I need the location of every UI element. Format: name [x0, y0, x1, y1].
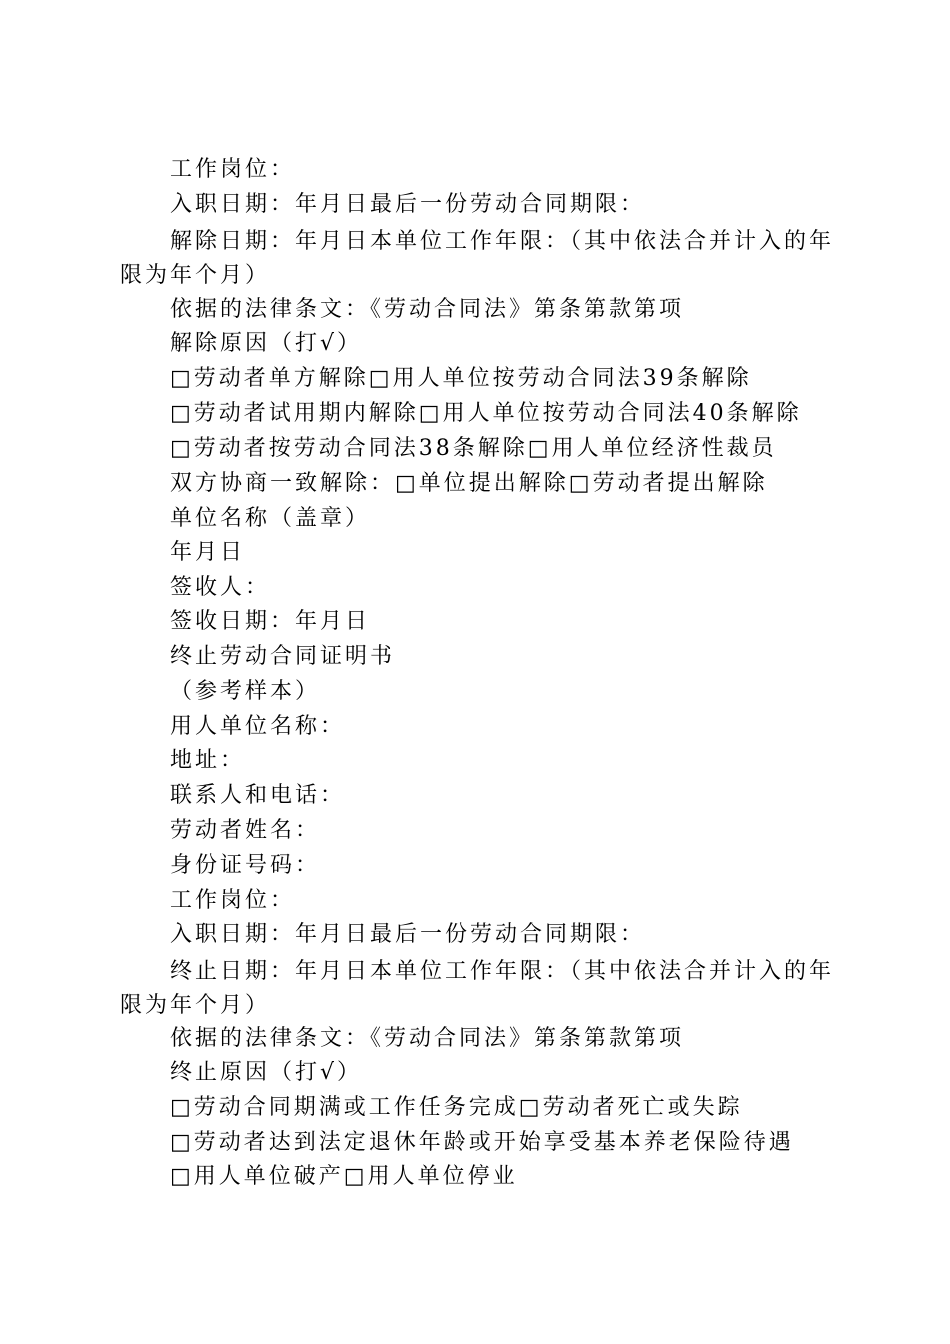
- text-line: 地址：: [170, 748, 246, 773]
- text-line: 签收日期：年月日: [170, 609, 371, 634]
- text-line: □劳动者按劳动合同法38条解除□用人单位经济性裁员: [170, 436, 777, 461]
- text-line: 解除原因（打√）: [170, 331, 363, 356]
- text-line: □劳动者试用期内解除□用人单位按劳动合同法40条解除: [170, 401, 802, 426]
- text-line: 身份证号码：: [170, 853, 321, 878]
- text-line: 工作岗位：: [170, 888, 296, 913]
- text-line: 终止日期：年月日本单位工作年限：（其中依法合并计入的年限为年个月）: [120, 959, 835, 1018]
- text-line: 年月日: [170, 540, 246, 565]
- document-subtitle: （参考样本）: [170, 679, 321, 704]
- text-line: □劳动合同期满或工作任务完成□劳动者死亡或失踪: [170, 1095, 743, 1120]
- text-line: 用人单位名称：: [170, 714, 346, 739]
- text-line: □劳动者单方解除□用人单位按劳动合同法39条解除: [170, 366, 752, 391]
- text-line: 工作岗位：: [170, 157, 296, 182]
- document-title: 终止劳动合同证明书: [170, 644, 396, 669]
- text-line: 签收人：: [170, 575, 271, 600]
- text-line: 依据的法律条文：《劳动合同法》第条第款第项: [170, 297, 685, 322]
- text-line: 入职日期：年月日最后一份劳动合同期限：: [170, 922, 646, 947]
- text-line: 单位名称（盖章）: [170, 506, 371, 531]
- text-line: 终止原因（打√）: [170, 1060, 363, 1085]
- text-line: 入职日期：年月日最后一份劳动合同期限：: [170, 192, 646, 217]
- text-line: 双方协商一致解除：□单位提出解除□劳动者提出解除: [170, 471, 768, 496]
- text-line: 依据的法律条文：《劳动合同法》第条第款第项: [170, 1026, 685, 1051]
- text-line: 解除日期：年月日本单位工作年限：（其中依法合并计入的年限为年个月）: [120, 229, 835, 288]
- text-line: □用人单位破产□用人单位停业: [170, 1164, 518, 1189]
- text-line: 联系人和电话：: [170, 783, 346, 808]
- text-line: □劳动者达到法定退休年龄或开始享受基本养老保险待遇: [170, 1130, 794, 1155]
- text-line: 劳动者姓名：: [170, 818, 321, 843]
